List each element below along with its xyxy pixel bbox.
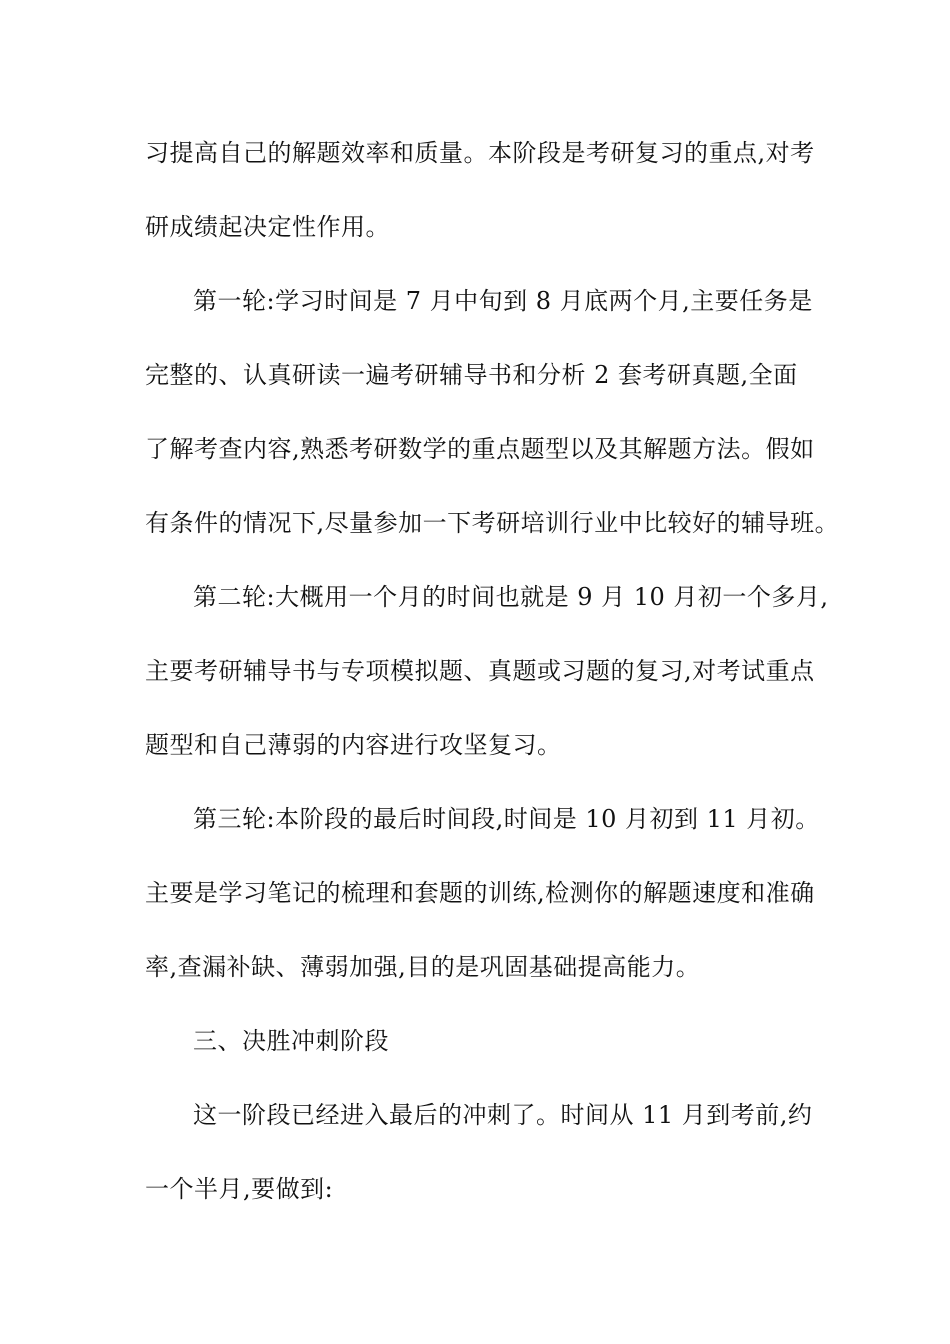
- paragraph-third-round: 第三轮:本阶段的最后时间段,时间是 10 月初到 11 月初。: [193, 805, 820, 833]
- text-line: 率,查漏补缺、薄弱加强,目的是巩固基础提高能力。: [145, 953, 701, 981]
- text-line: 一个半月,要做到:: [145, 1175, 334, 1203]
- text-line: 研成绩起决定性作用。: [145, 213, 390, 241]
- section-heading: 三、决胜冲刺阶段: [193, 1027, 389, 1055]
- text-line: 主要考研辅导书与专项模拟题、真题或习题的复习,对考试重点: [145, 657, 815, 685]
- text-line: 习提高自己的解题效率和质量。本阶段是考研复习的重点,对考: [145, 139, 815, 167]
- text-line: 完整的、认真研读一遍考研辅导书和分析 2 套考研真题,全面: [145, 361, 798, 389]
- text-line: 题型和自己薄弱的内容进行攻坚复习。: [145, 731, 562, 759]
- paragraph-second-round: 第二轮:大概用一个月的时间也就是 9 月 10 月初一个多月,: [193, 583, 829, 611]
- text-line: 主要是学习笔记的梳理和套题的训练,检测你的解题速度和准确: [145, 879, 815, 907]
- paragraph-sprint: 这一阶段已经进入最后的冲刺了。时间从 11 月到考前,约: [193, 1101, 813, 1129]
- paragraph-first-round: 第一轮:学习时间是 7 月中旬到 8 月底两个月,主要任务是: [193, 287, 813, 315]
- text-line: 了解考查内容,熟悉考研数学的重点题型以及其解题方法。假如: [145, 435, 815, 463]
- text-line: 有条件的情况下,尽量参加一下考研培训行业中比较好的辅导班。: [145, 509, 840, 537]
